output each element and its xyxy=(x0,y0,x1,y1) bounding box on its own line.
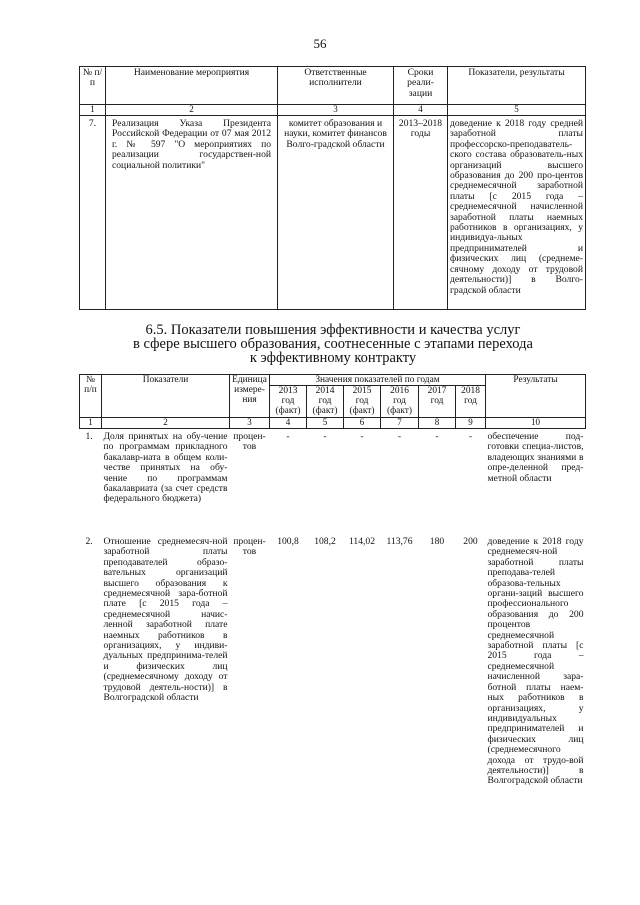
table-row xyxy=(80,534,586,787)
header-indicators: Показатели xyxy=(102,375,230,418)
indicators-table xyxy=(79,374,586,787)
section-title-line-1: 6.5. Показатели повышения эффективности и качества услуг xyxy=(145,322,521,338)
indicator-unit: процен-тов xyxy=(233,431,266,453)
header-num: № п/п xyxy=(80,67,106,105)
measure-executors: комитет образования и науки, комитет финансов Волго-градской области xyxy=(278,116,394,310)
col-number: 6 xyxy=(344,418,381,429)
col-number: 7 xyxy=(381,418,419,429)
col-number: 8 xyxy=(419,418,456,429)
header-year: 2016 год (факт) xyxy=(381,386,419,418)
column-number-row xyxy=(80,105,586,116)
header-terms: Сроки реали-зации xyxy=(394,67,448,105)
measure-terms: 2013–2018 годы xyxy=(394,116,448,310)
col-number: 4 xyxy=(394,105,448,116)
indicator-result: обеспечение под-готовки специа-листов, владеющих знаниями в опре-деленной пред-метной области xyxy=(487,431,584,484)
indicator-text: Отношение среднемесяч-ной заработной платы преподавателей образо-вательных организаций высшего образования к среднемесячной зара-ботной плате [с 2015 года – среднемесячной начис-ленной заработной плате наемных работников в организациях, у индиви-дуальных предпринима-телей и физических лиц (среднемесячному доходу от трудовой деятель-ности)] в Волгоградской области xyxy=(103,536,228,704)
header-year: 2013 год (факт) xyxy=(270,386,307,418)
col-number: 5 xyxy=(448,105,586,116)
col-number: 2 xyxy=(102,418,230,429)
value-cell: 100,8 xyxy=(277,536,299,547)
header-values-by-year: Значения показателей по годам xyxy=(270,375,486,386)
column-number-row xyxy=(80,418,586,429)
col-number: 3 xyxy=(230,418,270,429)
header-results: Показатели, результаты xyxy=(448,67,586,105)
header-executors: Ответственные исполнители xyxy=(278,67,394,105)
header-num: № п/п xyxy=(80,375,102,418)
measure-results: доведение к 2018 году средней заработной платы профессорско-преподаватель-ского состава образователь-ных организаций высшего образования до 200 про-центов среднемесячной заработной платы [с 2015 года – среднемесячной начисленной заработной платы наемных работников в организациях, у индивидуа-льных предпринимателей и физических лиц (среднеме-сячному доходу от трудовой деятельности)] в Волго-градской области xyxy=(448,116,586,310)
page-number: 56 xyxy=(313,36,327,51)
col-number: 3 xyxy=(278,105,394,116)
table-row xyxy=(80,429,586,535)
value-cell: - xyxy=(360,431,364,442)
value-cell: 113,76 xyxy=(386,536,413,547)
header-year: 2018 год xyxy=(456,386,486,418)
col-number: 1 xyxy=(80,418,102,429)
col-number: 2 xyxy=(106,105,278,116)
measures-table-header xyxy=(80,67,586,105)
measures-table xyxy=(79,66,586,310)
indicator-unit: процен-тов xyxy=(233,536,266,558)
value-cell: - xyxy=(397,431,402,442)
row-num: 1. xyxy=(85,431,93,442)
value-cell: 180 xyxy=(429,536,445,547)
header-year: 2015 год (факт) xyxy=(344,386,381,418)
value-cell: 114,02 xyxy=(348,536,376,547)
measure-name: Реализация Указа Президента Российской Федерации от 07 мая 2012 г. № 597 "О мероприятиях по реализации государствен-ной социальной политики" xyxy=(106,116,278,310)
header-unit: Единица измере-ния xyxy=(230,375,270,418)
row-num: 7. xyxy=(80,116,106,310)
value-cell: - xyxy=(468,431,473,442)
table-row xyxy=(80,116,586,310)
value-cell: - xyxy=(286,431,290,442)
col-number: 10 xyxy=(486,418,586,429)
value-cell: 108,2 xyxy=(314,536,336,547)
col-number: 5 xyxy=(307,418,344,429)
section-title-line-2: в сфере высшего образования, соотнесенные с этапами перехода xyxy=(133,336,533,352)
value-cell: 200 xyxy=(463,536,478,547)
header-measure-name: Наименование мероприятия xyxy=(106,67,278,105)
header-results: Результаты xyxy=(486,375,586,418)
row-num: 2. xyxy=(85,536,93,547)
value-cell: - xyxy=(323,431,327,442)
section-title-line-3: к эффективному контракту xyxy=(249,350,417,366)
header-year: 2017 год xyxy=(419,386,456,418)
col-number: 4 xyxy=(270,418,307,429)
indicator-result: доведение к 2018 году среднемесяч-ной заработной платы преподава-телей образова-тельных органи-заций высшего профессионального образования до 200 процентов среднемесячной заработной платы [с 2015 года – среднемесячной начисленной зара-ботной платы наем-ных работников в организациях, у индивидуальных предпринимателей и физических лиц (среднемесячного дохода от трудо-вой деятельности)] в Волгоградской области xyxy=(487,536,584,787)
value-cell: - xyxy=(435,431,439,442)
col-number: 1 xyxy=(80,105,106,116)
indicator-text: Доля принятых на обу-чение по программам прикладного бакалавр-иата в общем коли-честве принятых на обу-чение по программам бакалавриата (за счет средств федерального бюджета) xyxy=(103,431,228,505)
header-year: 2014 год (факт) xyxy=(307,386,344,418)
col-number: 9 xyxy=(456,418,486,429)
